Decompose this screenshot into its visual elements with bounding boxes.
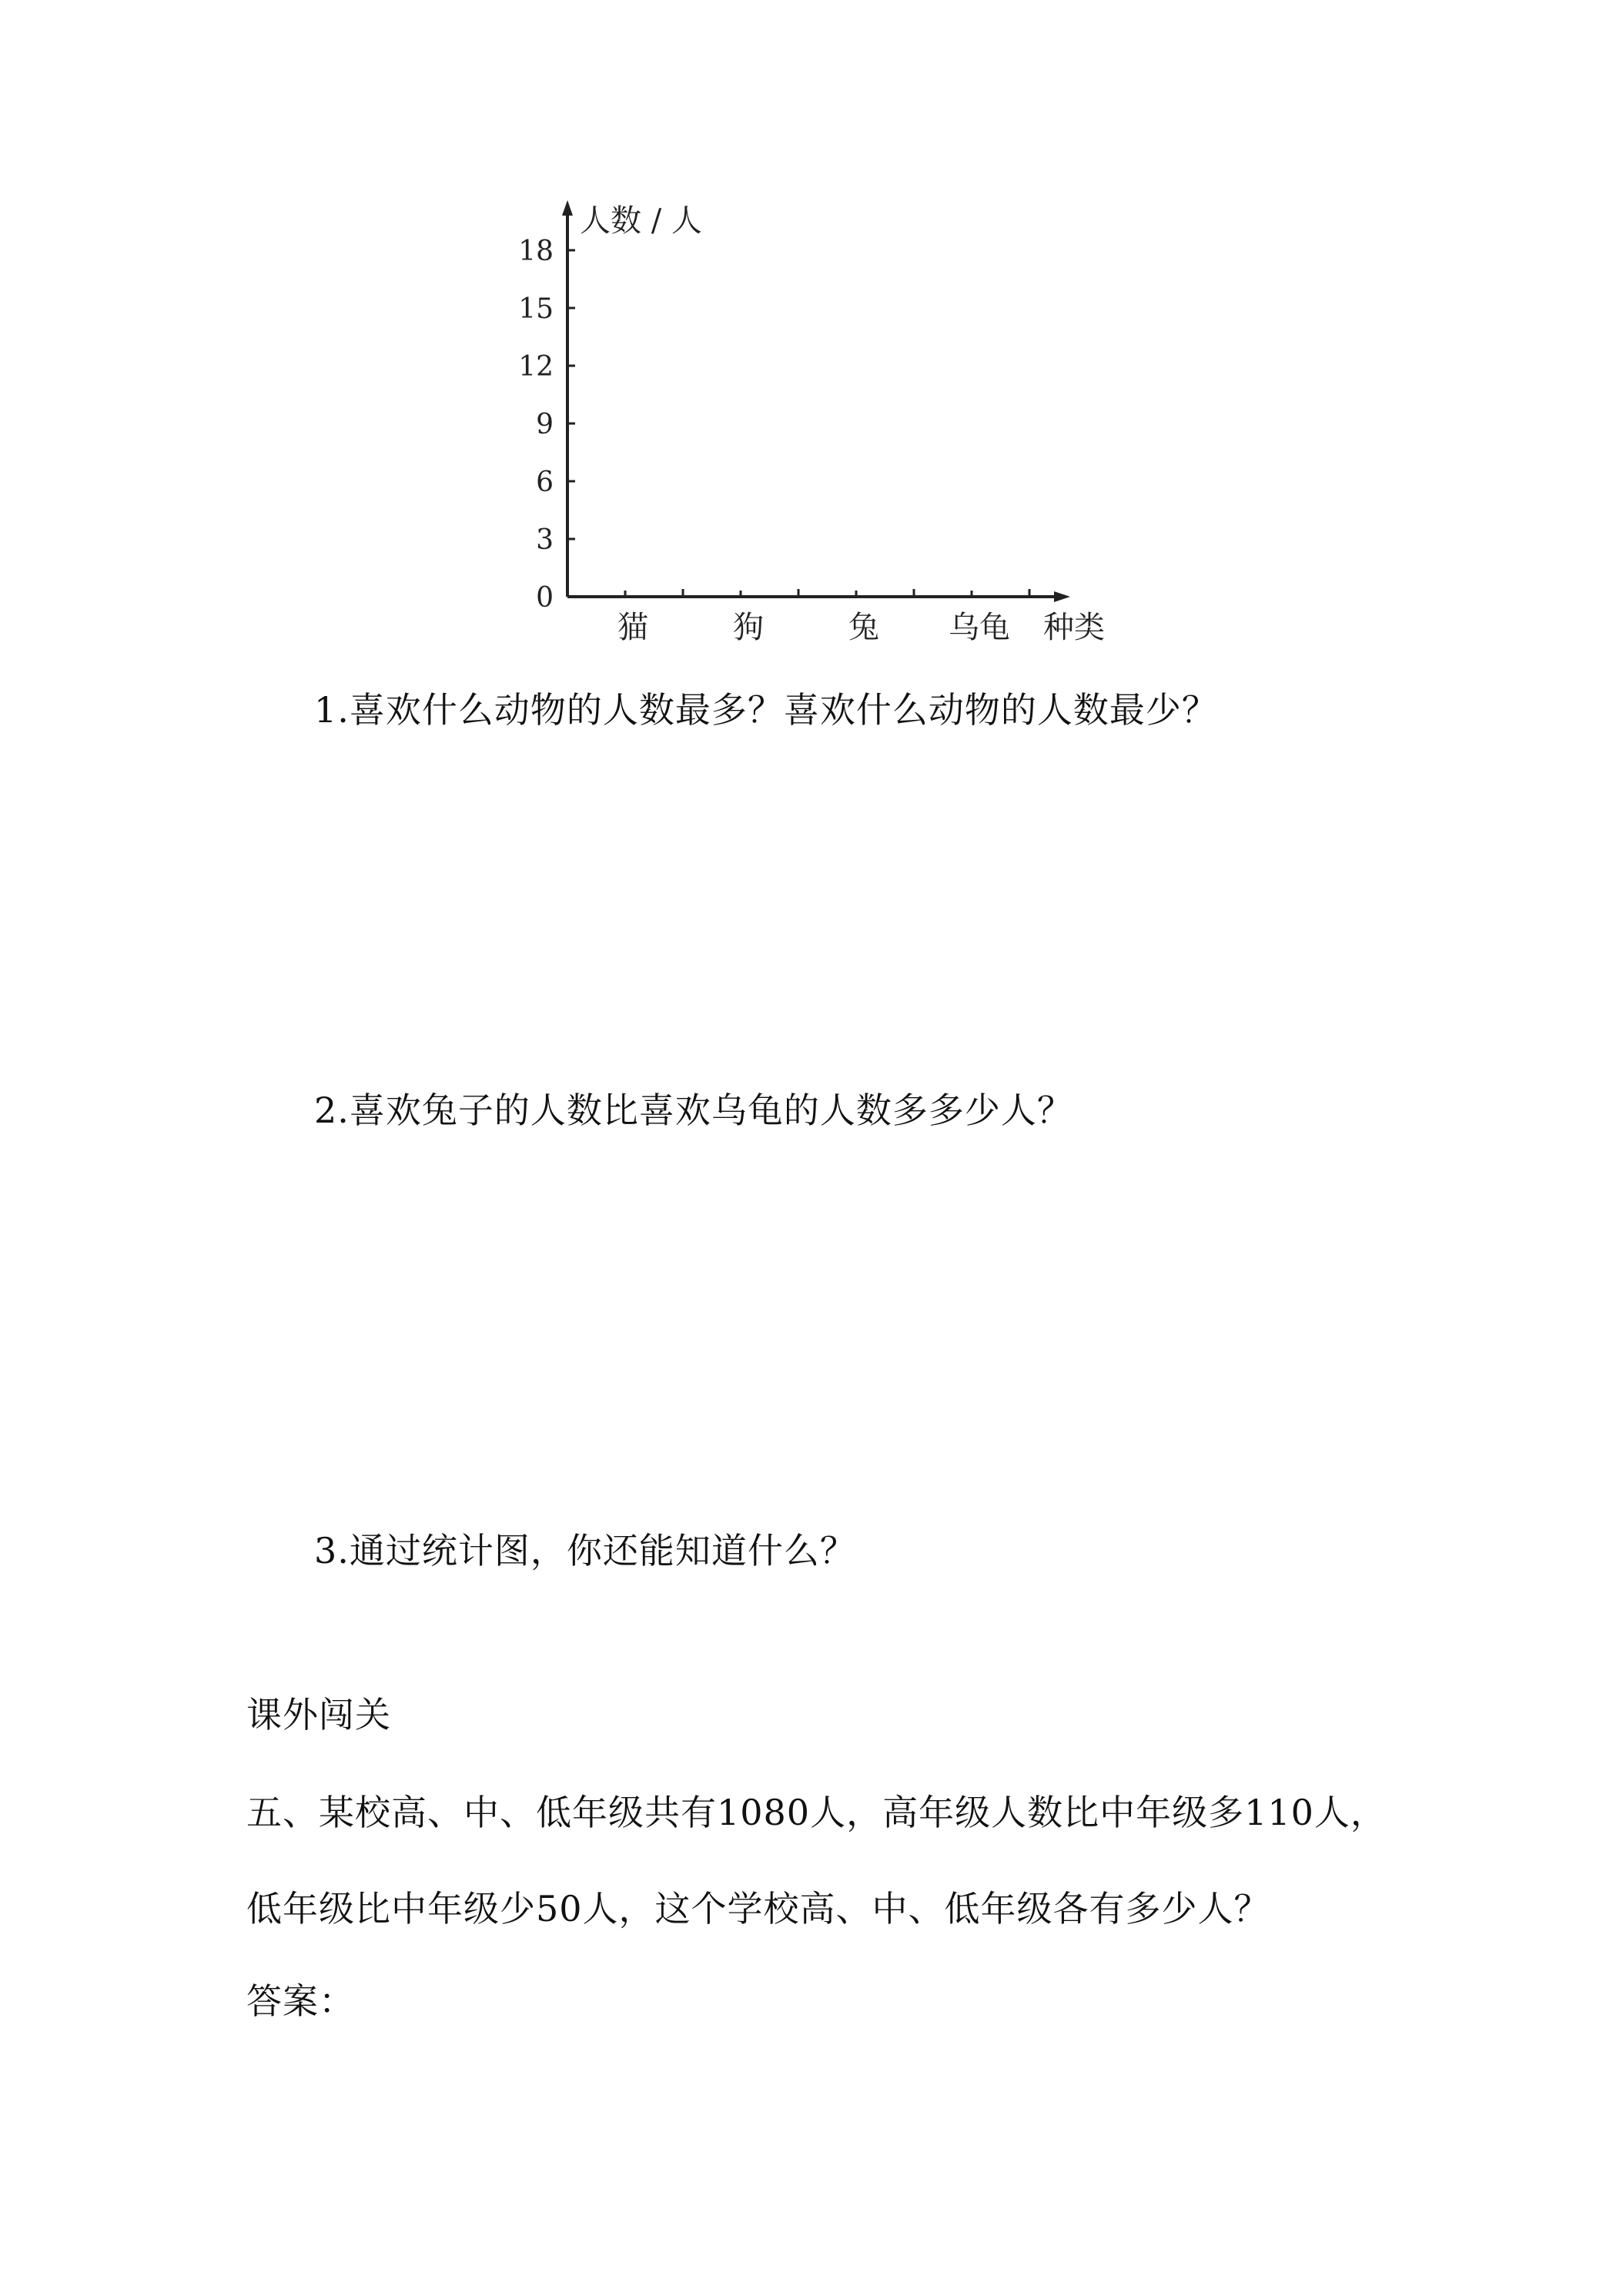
- problem-5-line-1: 五、某校高、中、低年级共有1080人，高年级人数比中年级多110人，: [246, 1792, 1387, 1833]
- x-categories-group: [617, 610, 1105, 645]
- y-tick-label: 15: [518, 293, 554, 325]
- answer-label: 答案：: [246, 1980, 355, 2022]
- x-category-label: 狗: [733, 610, 764, 645]
- x-axis-arrow: [1054, 591, 1070, 602]
- y-tick-label: 18: [518, 236, 554, 267]
- y-tick-label: 12: [518, 351, 554, 383]
- x-category-label: 乌龟: [949, 610, 1010, 645]
- problem-5-line-2: 低年级比中年级少50人，这个学校高、中、低年级各有多少人？: [246, 1888, 1270, 1930]
- section-title: 课外闯关: [246, 1694, 391, 1735]
- chart-svg: [504, 192, 1120, 654]
- y-tick-label: 6: [536, 467, 554, 498]
- question-3: 3.通过统计图，你还能知道什么？: [314, 1530, 856, 1571]
- bar-chart: [504, 192, 1120, 654]
- x-category-label: 猫: [617, 610, 648, 645]
- x-category-label: 兔: [848, 610, 879, 645]
- y-tick-label: 3: [536, 524, 554, 556]
- x-axis-label: 种类: [1043, 610, 1105, 645]
- y-tick-label: 0: [536, 582, 554, 614]
- y-axis-arrow: [562, 200, 573, 216]
- y-axis-label: 人数 / 人: [580, 203, 702, 239]
- y-tick-label: 9: [536, 409, 554, 440]
- question-2: 2.喜欢兔子的人数比喜欢乌龟的人数多多少人？: [314, 1089, 1073, 1131]
- question-1: 1.喜欢什么动物的人数最多？喜欢什么动物的人数最少？: [314, 689, 1218, 731]
